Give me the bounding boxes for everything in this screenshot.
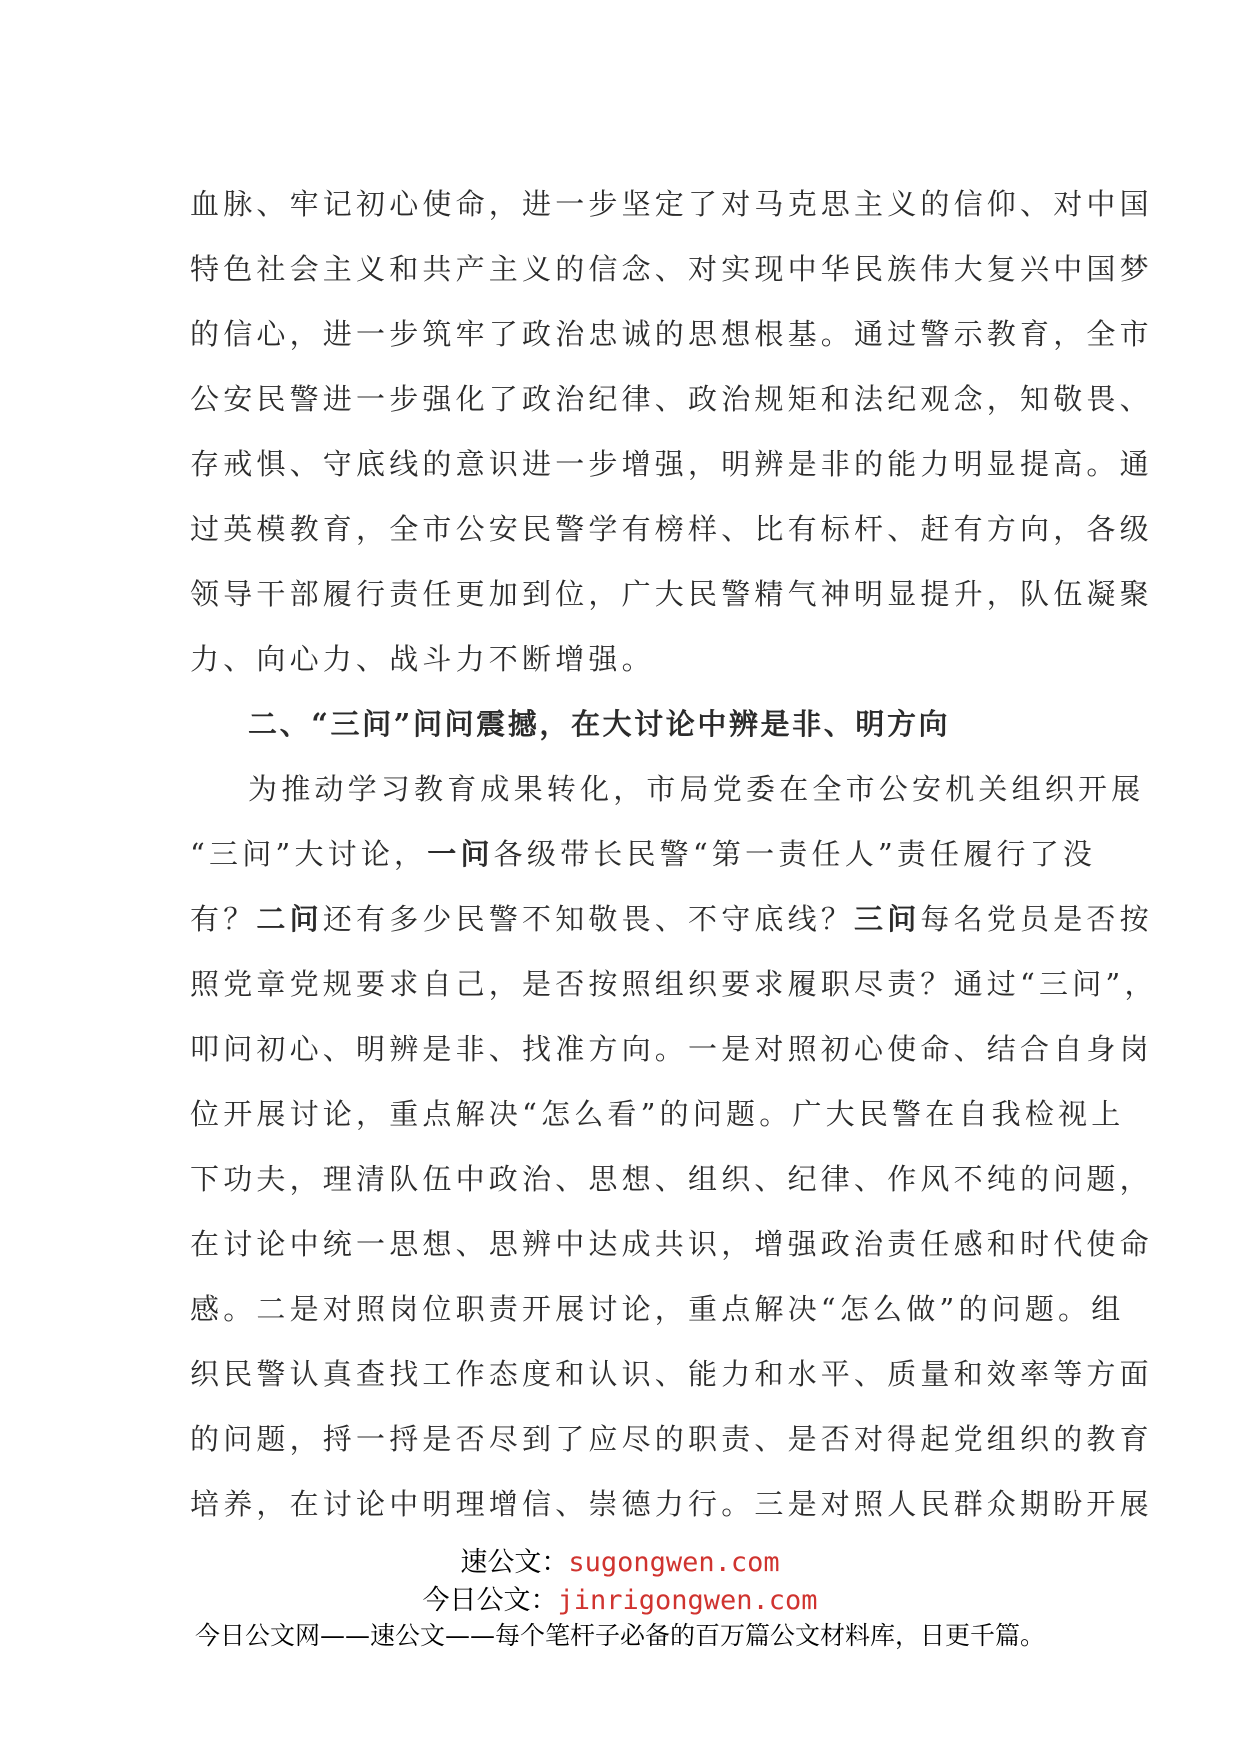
- footer-link-sugongwen[interactable]: sugongwen.com: [568, 1547, 780, 1578]
- bold-keyword: 三问: [854, 902, 921, 936]
- body-line: 过英模教育，全市公安民警学有榜样、比有标杆、赶有方向，各级: [190, 512, 1153, 546]
- body-text-segment: “三问”大讨论，: [190, 837, 428, 871]
- body-line: 培养，在讨论中明理增信、崇德力行。三是对照人民群众期盼开展: [190, 1487, 1153, 1521]
- body-text-segment: 每名党员是否按: [920, 902, 1153, 936]
- body-line: 公安民警进一步强化了政治纪律、政治规矩和法纪观念，知敬畏、: [190, 382, 1153, 416]
- body-line: [190, 887, 1153, 952]
- body-line: 位开展讨论，重点解决“怎么看”的问题。广大民警在自我检视上: [190, 1097, 1125, 1131]
- body-line: 的信心，进一步筑牢了政治忠诚的思想根基。通过警示教育，全市: [190, 317, 1153, 351]
- body-line: 特色社会主义和共产主义的信念、对实现中华民族伟大复兴中国梦: [190, 252, 1153, 286]
- body-line: [190, 822, 1097, 887]
- footer-label: 今日公文：: [422, 1585, 558, 1616]
- body-line: 存戒惧、守底线的意识进一步增强，明辨是非的能力明显提高。通: [190, 447, 1153, 481]
- bold-keyword: 二问: [256, 902, 323, 936]
- body-line: 在讨论中统一思想、思辨中达成共识，增强政治责任感和时代使命: [190, 1227, 1153, 1261]
- body-text-segment: 各级带长民警“第一责任人”责任履行了没: [493, 837, 1097, 871]
- body-line: 照党章党规要求自己，是否按照组织要求履职尽责？通过“三问”，: [190, 967, 1158, 1001]
- footer-link-jinrigongwen[interactable]: jinrigongwen.com: [557, 1585, 818, 1616]
- body-line: 领导干部履行责任更加到位，广大民警精气神明显提升，队伍凝聚: [190, 577, 1153, 611]
- footer-label: 速公文：: [460, 1547, 569, 1578]
- bold-keyword: 一问: [427, 837, 494, 871]
- section-heading: 二、“三问”问问震撼，在大讨论中辨是非、明方向: [248, 707, 951, 741]
- body-text-segment: 还有多少民警不知敬畏、不守底线？: [322, 902, 855, 936]
- footer-slogan: 今日公文网——速公文——每个笔杆子必备的百万篇公文材料库，日更千篇。: [194, 1621, 1045, 1650]
- body-line: 为推动学习教育成果转化，市局党委在全市公安机关组织开展: [248, 772, 1145, 806]
- body-line: 织民警认真查找工作态度和认识、能力和水平、质量和效率等方面: [190, 1357, 1153, 1391]
- body-text-segment: 有？: [190, 902, 257, 936]
- document-body: [190, 172, 1158, 1537]
- body-line: 血脉、牢记初心使命，进一步坚定了对马克思主义的信仰、对中国: [190, 187, 1153, 221]
- body-line: 下功夫，理清队伍中政治、思想、组织、纪律、作风不纯的问题，: [190, 1162, 1153, 1196]
- body-line: 叩问初心、明辨是非、找准方向。一是对照初心使命、结合自身岗: [190, 1032, 1153, 1066]
- body-line: 的问题，捋一捋是否尽到了应尽的职责、是否对得起党组织的教育: [190, 1422, 1153, 1456]
- body-line: 感。二是对照岗位职责开展讨论，重点解决“怎么做”的问题。组: [190, 1292, 1125, 1326]
- body-line: 力、向心力、战斗力不断增强。: [190, 642, 655, 676]
- footer-sugongwen: [0, 1540, 1240, 1579]
- footer-jinrigongwen: [0, 1578, 1240, 1617]
